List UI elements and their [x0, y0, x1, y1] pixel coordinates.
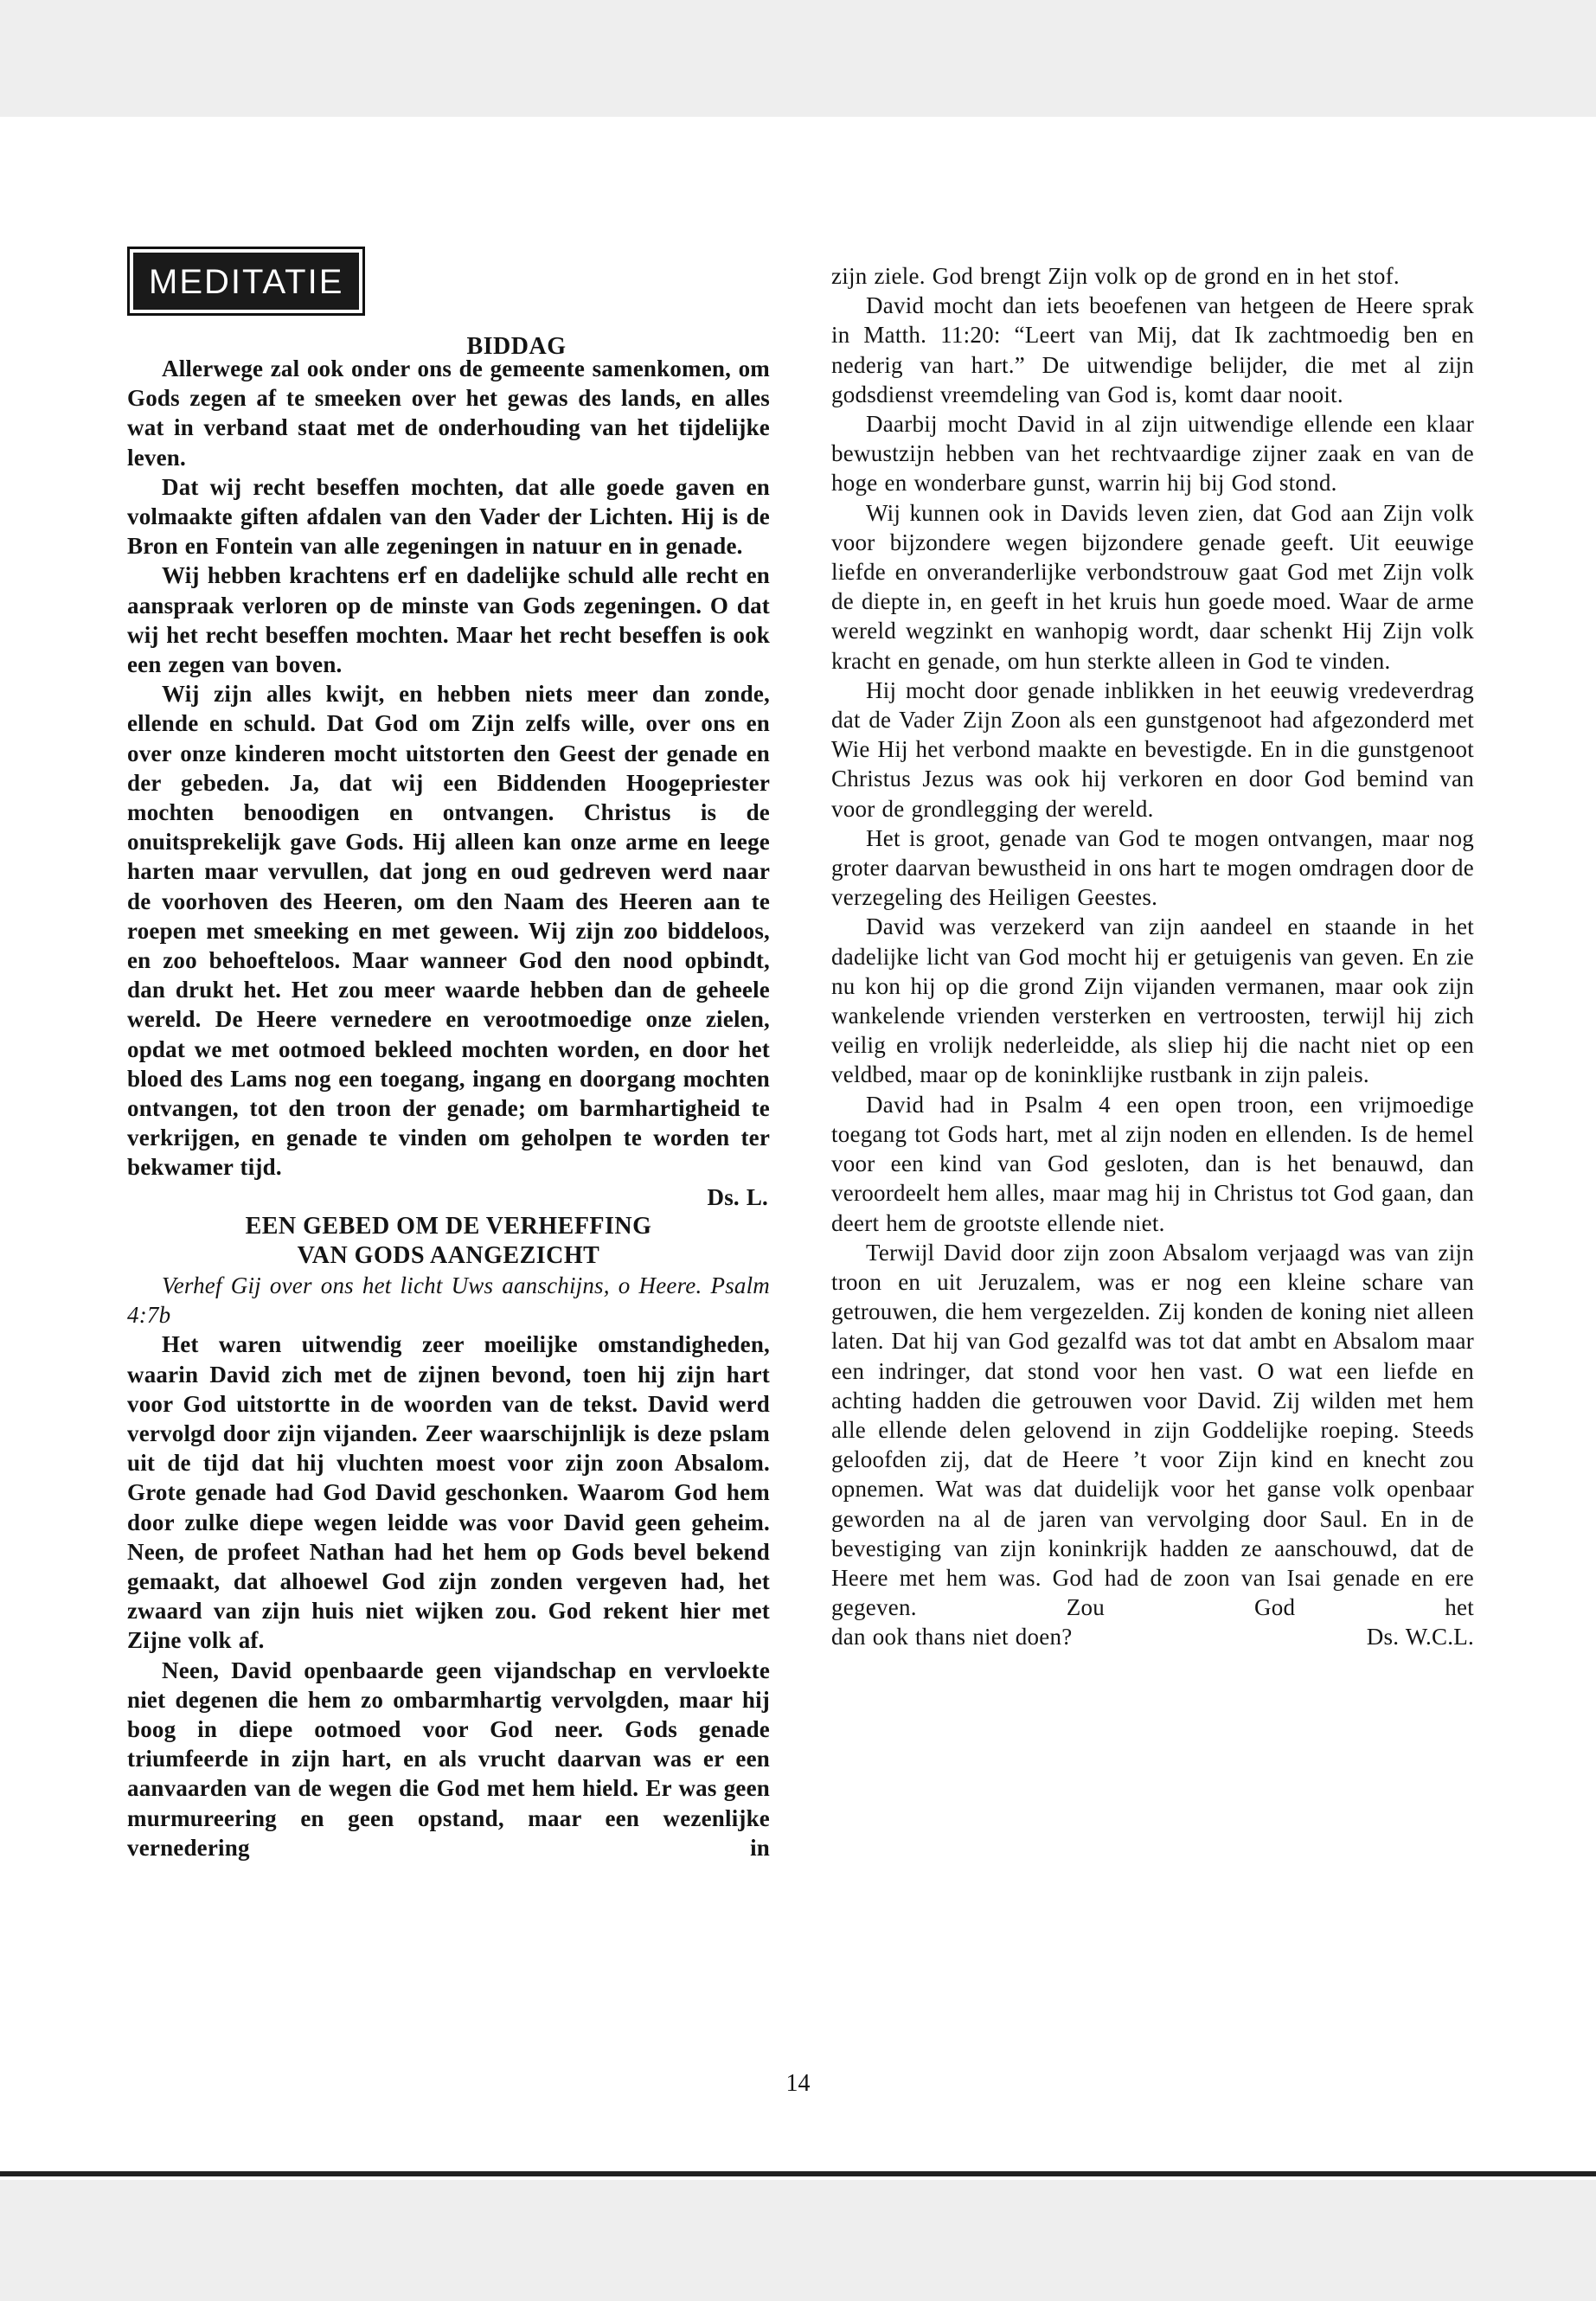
- paragraph: David had in Psalm 4 een open troon, een vrijmoedige toegang tot Gods hart, met al zijn noden en ellenden. Is de hemel voor een kind van God gesloten, dan is het benauwd, dan veroordeelt hem alles, maar mag hij in Christus tot God gaan, dan deert hem de grootste ellende niet.: [831, 1091, 1474, 1236]
- paragraph: David mocht dan iets beoefenen van hetgeen de Heere sprak in Matth. 11:20: “Leert van Mij, dat Ik zachtmoedig ben en nederig van hart.” De uitwendige belijder, die met al zijn godsdienst vreemdeling van God is, komt daar nooit.: [831, 292, 1474, 407]
- paragraph: Hij mocht door genade inblikken in het eeuwig vredeverdrag dat de Vader Zijn Zoon als een gunstgenoot had afgezonderd met Wie Hij het verbond maakte en bevestigde. En in die gunstgenoot Christus Jezus was ook hij verkoren en door God bemind van voor de grondlegging der wereld.: [831, 676, 1474, 822]
- closing-line: [831, 1622, 1474, 1651]
- paragraph: Daarbij mocht David in al zijn uitwendige ellende een klaar bewustzijn hebben van het rechtvaardige zijner zaak en van de hoge en wonderbare gunst, warrin hij bij God stond.: [831, 411, 1474, 497]
- article-signature: Ds. W.C.L.: [1366, 1624, 1474, 1650]
- paragraph: Allerwege zal ook onder ons de gemeente samenkomen, om Gods zegen af te smeeken over het gewas des lands, en alles wat in verband staat met de onderhouding van het tijdelijke leven.: [127, 356, 770, 471]
- article-signature: Ds. L.: [707, 1183, 768, 1210]
- paragraph: Het is groot, genade van God te mogen ontvangen, maar nog groter daarvan bewustheid in ons hart te mogen omdragen door de verzegeling des Heiligen Geestes.: [831, 824, 1474, 911]
- closing-text: dan ook thans niet doen?: [831, 1624, 1073, 1650]
- paragraph: Neen, David openbaarde geen vijandschap en vervloekte niet degenen die hem zo ombarmhartig vervolgden, maar hij boog in diepe ootmoed voor God neer. Gods genade triumfeerde in zijn hart, en als vrucht daarvan was er een aanvaarden van de wegen die God met hem hield. Er was geen murmureering en geen opstand, maar een wezenlijke vernedering in: [127, 1657, 770, 1861]
- paragraph: Het waren uitwendig zeer moeilijke omstandigheden, waarin David zich met de zijnen bevond, toen hij zijn hart voor God uitstortte in de woorden van de tekst. David werd vervolgd door zijn vijanden. Zeer waarschijnlijk is deze pslam uit de tijd dat hij vluchten moest voor zijn zoon Absalom. Grote genade had God David geschonken. Waarom God hem door zulke diepe wegen leidde was voor David geen geheim. Neen, de profeet Nathan had het hem op Gods bevel bekend gemaakt, dat alhoewel God zijn zonden vergeven had, het zwaard van zijn huis niet wijken zou. God rekent hier met Zijne volk af.: [127, 1331, 770, 1654]
- section-badge: [127, 247, 365, 316]
- article-title-line-2: VAN GODS AANGEZICHT: [297, 1241, 600, 1269]
- paragraph: David was verzekerd van zijn aandeel en staande in het dadelijke licht van God mocht hij er getuigenis van geven. En zie nu kon hij op die grond Zijn vijanden vermanen, maar ook zijn wankelende vrienden versterken en vertroosten, terwijl hij zich veilig en vrolijk nederleidde, als sliep hij die nacht niet op een veldbed, maar op de koninklijke rustbank in zijn paleis.: [831, 913, 1474, 1088]
- paragraph: Terwijl David door zijn zoon Absalom verjaagd was van zijn troon en uit Jeruzalem, was er nog een kleine schare van getrouwen, die hem vergezelden. Zij konden de koning niet alleen laten. Dat hij van God gezalfd was tot dat ambt en Absalom maar een indringer, dat stond voor hen vast. O wat een liefde en achting hadden die getrouwen voor David. Zij wilden met hem alle ellende delen gelovend in zijn Goddelijke roeping. Steeds geloofden zij, dat de Heere ’t voor Zijn kind en knecht zou opnemen. Wat was dat duidelijk voor het ganse volk openbaar geworden na al de jaren van vervolging door Saul. En in de bevestiging van zijn koninkrijk hadden ze aanschouwd, dat de Heere met hem was. God had de zoon van Isai genade en ere gegeven. Zou God het: [831, 1239, 1474, 1621]
- page-number: 14: [785, 2070, 811, 2097]
- scripture-motto: Verhef Gij over ons het licht Uws aanschijns, o Heere. Psalm 4:7b: [127, 1272, 770, 1329]
- paragraph: Wij zijn alles kwijt, en hebben niets meer dan zonde, ellende en schuld. Dat God om Zijn zelfs wille, over ons en over onze kinderen mocht uitstorten den Geest der genade en der gebeden. Ja, dat wij een Biddenden Hoogepriester mochten benoodigen en ontvangen. Christus is de onuitsprekelijk gave Gods. Hij alleen kan onze arme en leege harten maar vervullen, dat jong en oud gedreven werd naar de voorhoven des Heeren, om den Naam des Heeren aan te roepen met smeeking en met geween. Wij zijn zoo biddeloos, en zoo behoefteloos. Maar wanneer God den nood opbindt, dan drukt het. Het zou meer waarde hebben dan de geheele wereld. De Heere vernedere en verootmoedige onze zielen, opdat we met ootmoed bekleed mochten worden, en door het bloed des Lams nog een toegang, ingang en doorgang mochten ontvangen, tot den troon der genade; om barmhartigheid te verkrijgen, en genade te vinden om geholpen te worden ter bekwamer tijd.: [127, 681, 770, 1181]
- article-title-biddag: BIDDAG: [466, 333, 567, 360]
- left-column: [127, 247, 770, 1862]
- right-column: [831, 261, 1474, 1652]
- paragraph: zijn ziele. God brengt Zijn volk op de grond en in het stof.: [831, 263, 1400, 289]
- article-title-line-1: EEN GEBED OM DE VERHEFFING: [245, 1212, 652, 1240]
- section-label: MEDITATIE: [133, 253, 359, 310]
- bottom-rule: [0, 2171, 1596, 2176]
- paragraph: Dat wij recht beseffen mochten, dat alle goede gaven en volmaakte giften afdalen van den Vader der Lichten. Hij is de Bron en Fontein van alle zegeningen in natuur en in genade.: [127, 473, 770, 560]
- section-badge-wrap: [127, 247, 770, 360]
- paragraph: Wij kunnen ook in Davids leven zien, dat God aan Zijn volk voor bijzondere wegen bijzondere genade geeft. Uit eeuwige liefde en onveranderlijke verbondstrouw gaat God met Zijn volk de diepte in, en geeft in het kruis hun goede moed. Waar de arme wereld wegzinkt en wanhopig wordt, daar schenkt Hij Zijn volk kracht en genade, om hun sterkte alleen in God te vinden.: [831, 499, 1474, 674]
- paragraph: Wij hebben krachtens erf en dadelijke schuld alle recht en aanspraak verloren op de minste van Gods zegeningen. O dat wij het recht beseffen mochten. Maar het recht beseffen is ook een zegen van boven.: [127, 562, 770, 678]
